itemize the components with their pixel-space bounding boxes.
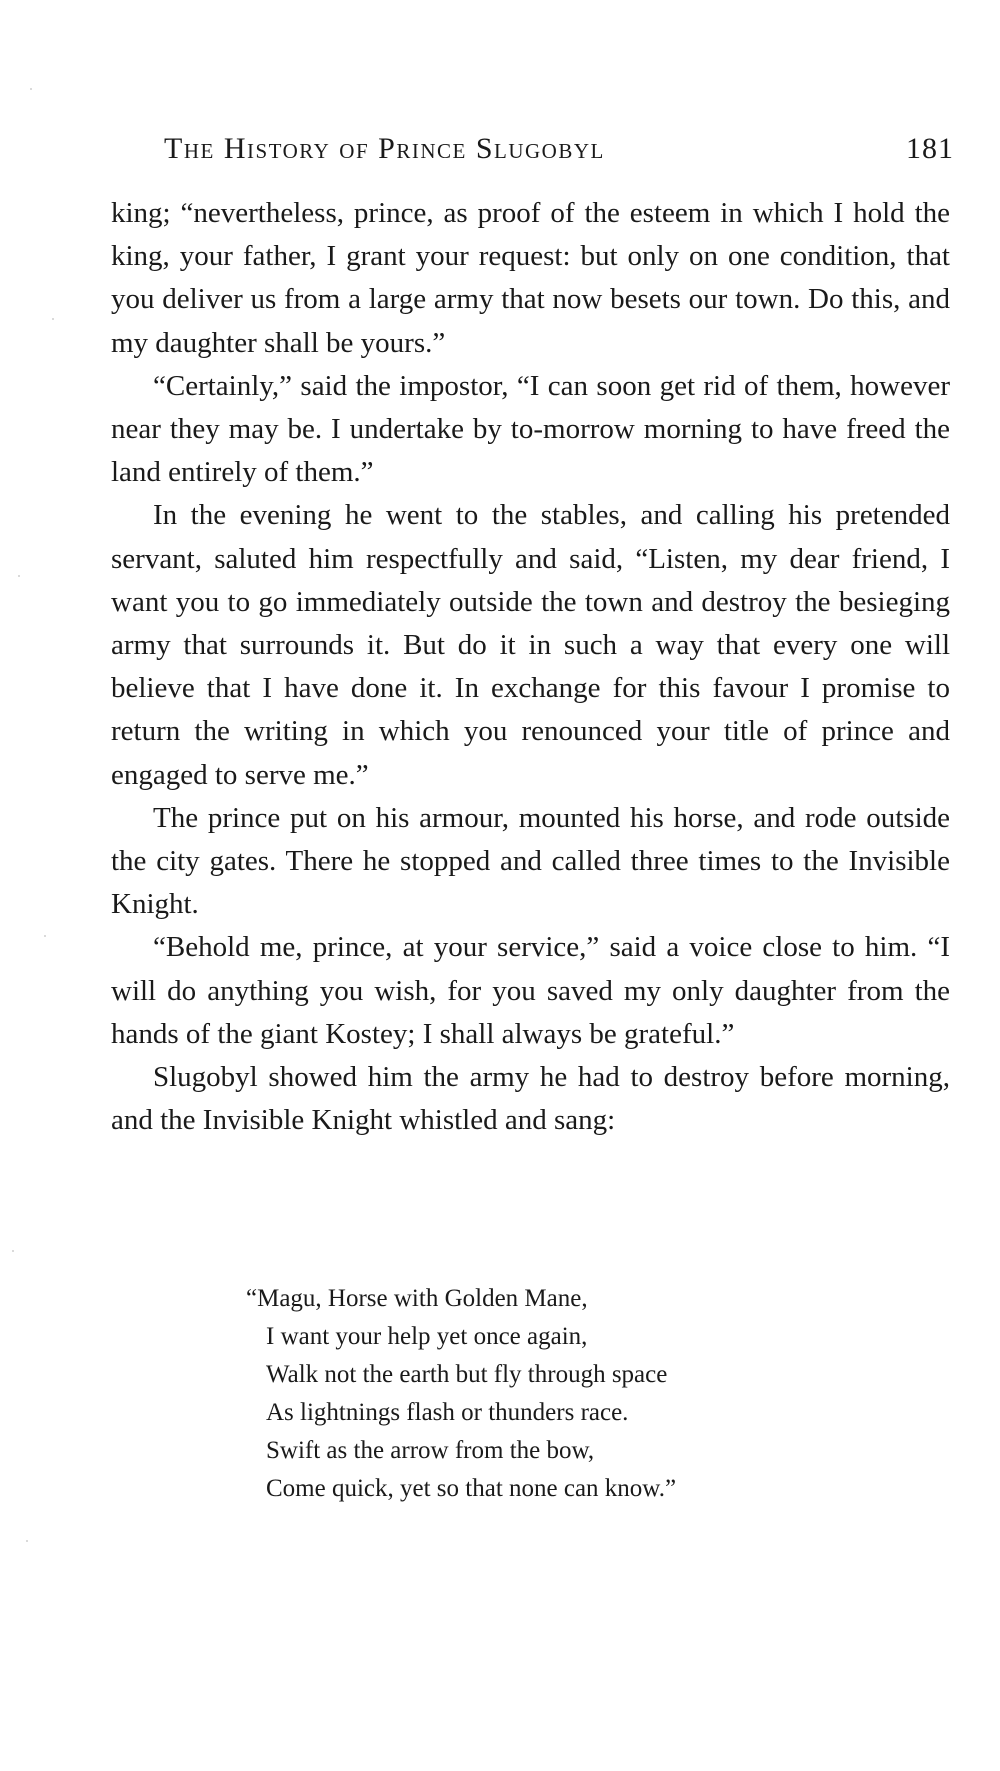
paragraph: king; “nevertheless, prince, as proof of the esteem in which I hold the king, your father, I grant your request: but only on one condition, that you deliver us from a large army that now besets our town. Do this, and my daughter shall be yours.” (111, 197, 950, 359)
poem-line: I want your help yet once again, (266, 1323, 588, 1350)
poem-line: As lightnings flash or thunders race. (266, 1399, 629, 1426)
paragraph: “Certainly,” said the impostor, “I can soon get rid of them, however near they may be. I undertake by to-morrow morning to have freed the land entirely of them.” (111, 369, 950, 489)
running-header (164, 132, 954, 172)
body-text (111, 192, 950, 1142)
poem-line: “Magu, Horse with Golden Mane, (246, 1285, 588, 1312)
poem-line: Come quick, yet so that none can know.” (266, 1475, 677, 1502)
poem-line: Swift as the arrow from the bow, (266, 1437, 595, 1464)
poem-verse (246, 1280, 806, 1508)
paragraph: In the evening he went to the stables, and calling his pretended servant, saluted him respectfully and said, “Listen, my dear friend, I want you to go immediately outside the town and destroy the besieging army that surrounds it. But do it in such a way that every one will believe that I have done it. In exchange for this favour I promise to return the writing in which you renounced your title of prince and engaged to serve me.” (111, 499, 950, 791)
paragraph: “Behold me, prince, at your service,” said a voice close to him. “I will do anything you wish, for you saved my only daughter from the hands of the giant Kostey; I shall always be grateful.” (111, 931, 950, 1050)
paragraph: The prince put on his armour, mounted his horse, and rode outside the city gates. There he stopped and called three times to the Invisible Knight. (111, 801, 950, 921)
paragraph: Slugobyl showed him the army he had to destroy before morning, and the Invisible Knight whistled and sang: (111, 1061, 950, 1137)
poem-line: Walk not the earth but fly through space (266, 1361, 668, 1388)
page-number: 181 (906, 132, 954, 165)
running-title: The History of Prince Slugobyl (164, 132, 605, 165)
